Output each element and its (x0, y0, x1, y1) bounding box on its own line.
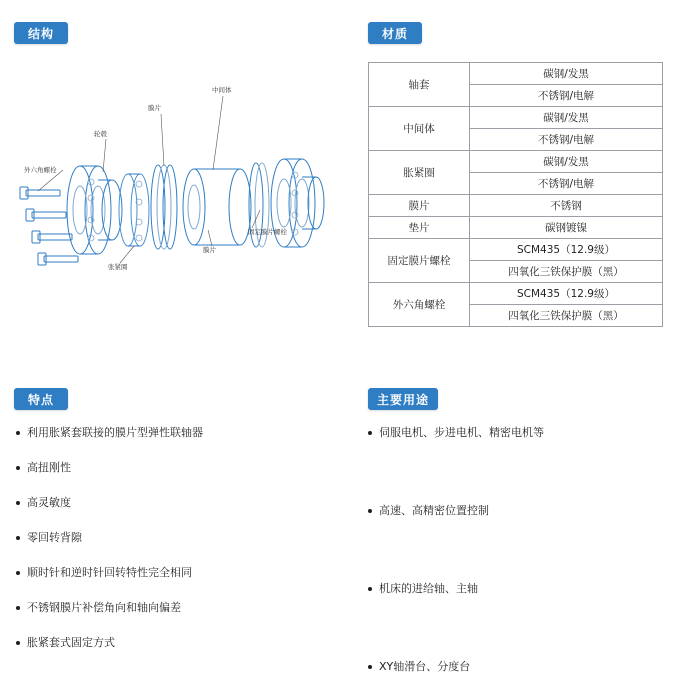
list-item (368, 582, 668, 596)
material-value: 四氧化三铁保护膜（黑） (470, 305, 663, 327)
list-item (368, 660, 668, 674)
table-row (369, 217, 663, 239)
coupling-exploded-diagram (8, 60, 348, 300)
material-value: 碳钢/发黑 (470, 63, 663, 85)
diagram-label-tension-ring: 张紧圈 (108, 263, 128, 271)
diagram-label-diaphragm-top: 膜片 (148, 104, 161, 112)
list-item (368, 504, 668, 518)
table-row (369, 239, 663, 261)
material-value: 碳钢镀镍 (470, 217, 663, 239)
material-value: 不锈钢/电解 (470, 173, 663, 195)
table-row (369, 107, 663, 129)
section-header-uses: 主要用途 (368, 388, 438, 410)
diagram-label-hub: 轮毂 (94, 130, 107, 138)
table-row (369, 151, 663, 173)
material-value: SCM435（12.9级） (470, 239, 663, 261)
section-header-material: 材质 (368, 22, 422, 44)
feature-text: 利用胀紧套联接的膜片型弹性联轴器 (27, 426, 203, 439)
material-value: 四氧化三铁保护膜（黑） (470, 261, 663, 283)
material-label: 固定膜片螺栓 (369, 239, 470, 283)
section-header-structure: 结构 (14, 22, 68, 44)
list-item (16, 601, 346, 615)
use-text: 伺服电机、步进电机、精密电机等 (379, 426, 544, 439)
material-value: 不锈钢 (470, 195, 663, 217)
section-header-features: 特点 (14, 388, 68, 410)
feature-text: 高灵敏度 (27, 496, 71, 509)
feature-text: 顺时针和逆时针回转特性完全相同 (27, 566, 192, 579)
material-label: 轴套 (369, 63, 470, 107)
material-label: 中间体 (369, 107, 470, 151)
material-value: 不锈钢/电解 (470, 85, 663, 107)
material-label: 外六角螺栓 (369, 283, 470, 327)
diagram-label-diaphragm-bottom: 膜片 (203, 246, 216, 254)
material-value: 不锈钢/电解 (470, 129, 663, 151)
list-item (368, 426, 668, 440)
material-value: SCM435（12.9级） (470, 283, 663, 305)
material-label: 胀紧圈 (369, 151, 470, 195)
material-table (368, 62, 663, 327)
diagram-label-middle-body: 中间体 (212, 86, 232, 94)
feature-text: 胀紧套式固定方式 (27, 636, 115, 649)
use-text: 机床的进给轴、主轴 (379, 582, 478, 595)
list-item (16, 496, 346, 510)
list-item (16, 426, 346, 440)
feature-text: 零回转背隙 (27, 531, 82, 544)
list-item (16, 636, 346, 650)
feature-text: 不锈钢膜片补偿角向和轴向偏差 (27, 601, 181, 614)
uses-list (368, 426, 668, 674)
list-item (16, 461, 346, 475)
material-value: 碳钢/发黑 (470, 151, 663, 173)
material-label: 垫片 (369, 217, 470, 239)
use-text: 高速、高精密位置控制 (379, 504, 489, 517)
material-value: 碳钢/发黑 (470, 107, 663, 129)
list-item (16, 531, 346, 545)
feature-text: 高扭刚性 (27, 461, 71, 474)
diagram-label-hex-bolt: 外六角螺栓 (24, 166, 57, 174)
list-item (16, 566, 346, 580)
table-row (369, 283, 663, 305)
diagram-label-fixing-bolt: 固定膜片螺栓 (248, 228, 287, 236)
material-label: 膜片 (369, 195, 470, 217)
table-row (369, 195, 663, 217)
features-list (16, 426, 346, 650)
table-row (369, 63, 663, 85)
use-text: XY轴滑台、分度台 (379, 660, 471, 673)
